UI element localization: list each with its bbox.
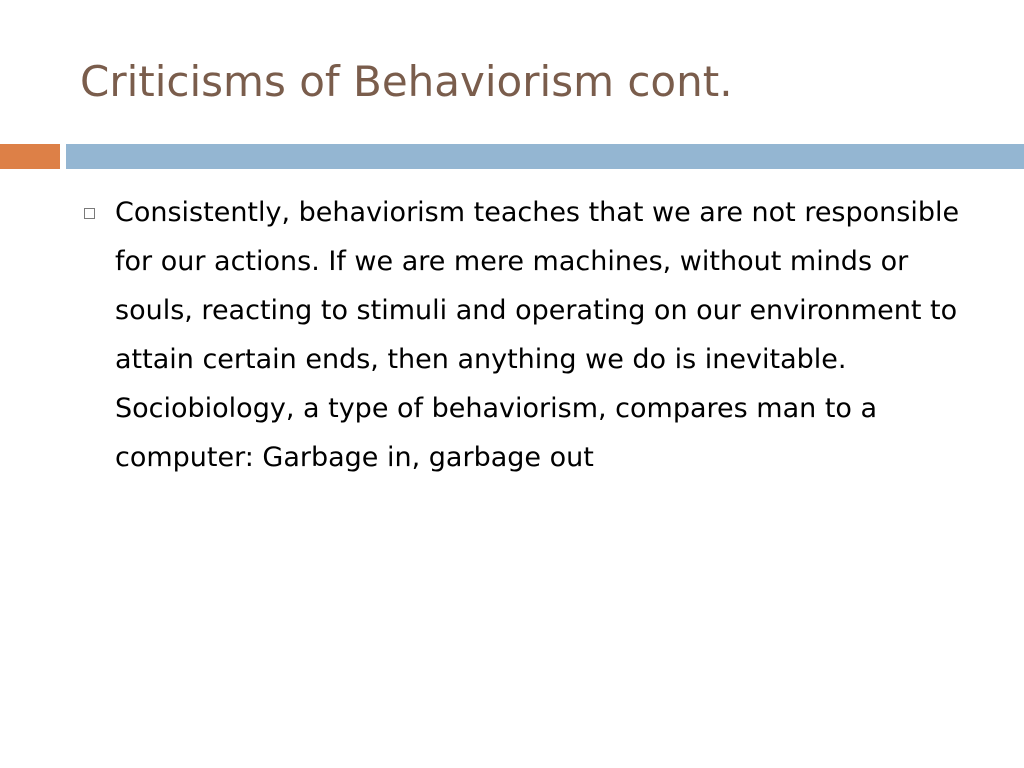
bullet-item (84, 188, 984, 482)
accent-bar-orange (0, 144, 60, 169)
hollow-square-bullet-icon (84, 208, 95, 219)
accent-bar-blue (66, 144, 1024, 169)
slide-title: Criticisms of Behaviorism cont. (80, 57, 733, 106)
bullet-list (84, 188, 984, 482)
bullet-text: Consistently, behaviorism teaches that we are not responsible for our actions. If we are mere machines, without minds or souls, reacting to stimuli and operating on our environment to attain certain ends, then anything we do is inevitable. Sociobiology, a type of behaviorism, compares man to a computer: Garbage in, garbage out (115, 197, 960, 473)
